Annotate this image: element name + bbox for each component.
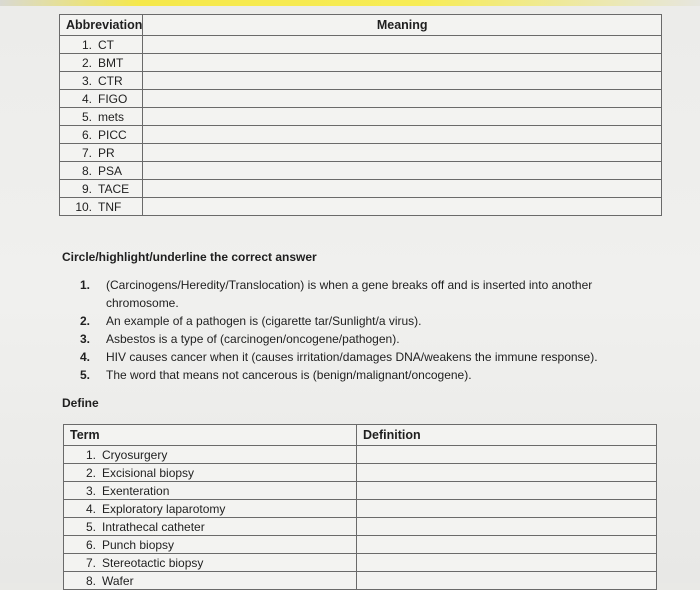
list-item: [80, 366, 645, 384]
meaning-cell[interactable]: [143, 180, 662, 198]
item-number: 6.: [85, 537, 96, 552]
definition-column-header: Definition: [357, 425, 657, 446]
item-number: 9.: [81, 181, 92, 196]
table-row: [60, 180, 662, 198]
meaning-cell[interactable]: [143, 162, 662, 180]
abbreviation-text: PSA: [98, 163, 123, 178]
question-text: The word that means not cancerous is (benign/malignant/oncogene).: [106, 368, 472, 382]
abbreviation-text: CTR: [98, 73, 123, 88]
meaning-cell[interactable]: [143, 108, 662, 126]
term-text: Punch biopsy: [102, 537, 175, 552]
abbreviation-cell: [60, 54, 143, 72]
term-text: Excisional biopsy: [102, 465, 195, 480]
abbreviation-text: TNF: [98, 199, 122, 214]
table-row: [60, 72, 662, 90]
term-cell: [64, 572, 357, 590]
table-row: [60, 162, 662, 180]
term-text: Intrathecal catheter: [102, 519, 205, 534]
definition-cell[interactable]: [357, 536, 657, 554]
item-number: 6.: [81, 127, 92, 142]
meaning-cell[interactable]: [143, 198, 662, 216]
term-text: Exploratory laparotomy: [102, 501, 226, 516]
table-row: [60, 198, 662, 216]
table-row: [64, 500, 657, 518]
list-item: [80, 312, 645, 330]
meaning-column-header: Meaning: [143, 15, 662, 36]
circle-section-heading: Circle/highlight/underline the correct answer: [62, 250, 317, 264]
table-row: [60, 126, 662, 144]
term-definition-table: [63, 424, 657, 590]
item-number: 2.: [81, 55, 92, 70]
meaning-cell[interactable]: [143, 90, 662, 108]
abbreviation-cell: [60, 180, 143, 198]
definition-cell[interactable]: [357, 572, 657, 590]
term-cell: [64, 464, 357, 482]
term-cell: [64, 446, 357, 464]
meaning-cell[interactable]: [143, 126, 662, 144]
question-number: 1.: [80, 278, 91, 292]
abbreviation-cell: [60, 72, 143, 90]
item-number: 3.: [81, 73, 92, 88]
item-number: 8.: [85, 573, 96, 588]
abbreviation-text: PR: [98, 145, 115, 160]
list-item: [80, 348, 645, 366]
table-row: [60, 54, 662, 72]
list-item: [80, 330, 645, 348]
abbreviation-cell: [60, 126, 143, 144]
table-row: [64, 536, 657, 554]
abbreviation-column-header: Abbreviation: [60, 15, 143, 36]
item-number: 4.: [81, 91, 92, 106]
question-number: 4.: [80, 350, 91, 364]
item-number: 10.: [75, 199, 92, 214]
question-text: Asbestos is a type of (carcinogen/oncogene/pathogen).: [106, 332, 400, 346]
question-list: [80, 276, 645, 384]
item-number: 1.: [85, 447, 96, 462]
question-text: An example of a pathogen is (cigarette tar/Sunlight/a virus).: [106, 314, 422, 328]
abbreviation-cell: [60, 108, 143, 126]
item-number: 5.: [85, 519, 96, 534]
term-cell: [64, 500, 357, 518]
table-row: [64, 572, 657, 590]
item-number: 8.: [81, 163, 92, 178]
abbreviation-text: mets: [98, 109, 125, 124]
table-row: [60, 144, 662, 162]
meaning-cell[interactable]: [143, 72, 662, 90]
table-row: [64, 482, 657, 500]
item-number: 1.: [81, 37, 92, 52]
define-section-heading: Define: [62, 396, 99, 410]
item-number: 4.: [85, 501, 96, 516]
term-table-header: [64, 425, 657, 446]
definition-cell[interactable]: [357, 518, 657, 536]
abbreviation-text: CT: [98, 37, 114, 52]
item-number: 2.: [85, 465, 96, 480]
list-item: [80, 276, 645, 312]
term-cell: [64, 518, 357, 536]
question-number: 3.: [80, 332, 91, 346]
term-cell: [64, 536, 357, 554]
question-text: (Carcinogens/Heredity/Translocation) is when a gene breaks off and is inserted into another chromosome.: [106, 278, 593, 310]
item-number: 3.: [85, 483, 96, 498]
table-row: [64, 518, 657, 536]
abbreviation-table: [59, 14, 662, 216]
table-row: [64, 446, 657, 464]
term-cell: [64, 554, 357, 572]
definition-cell[interactable]: [357, 482, 657, 500]
definition-cell[interactable]: [357, 554, 657, 572]
item-number: 5.: [81, 109, 92, 124]
abbreviation-cell: [60, 198, 143, 216]
term-text: Cryosurgery: [102, 447, 168, 462]
term-column-header: Term: [64, 425, 357, 446]
term-cell: [64, 482, 357, 500]
abbreviation-cell: [60, 90, 143, 108]
abbreviation-cell: [60, 162, 143, 180]
table-row: [60, 36, 662, 54]
item-number: 7.: [85, 555, 96, 570]
abbreviation-text: FIGO: [98, 91, 128, 106]
definition-cell[interactable]: [357, 500, 657, 518]
definition-cell[interactable]: [357, 446, 657, 464]
abbreviation-cell: [60, 144, 143, 162]
abbreviation-text: BMT: [98, 55, 124, 70]
worksheet-page: [0, 6, 700, 588]
definition-cell[interactable]: [357, 464, 657, 482]
meaning-cell[interactable]: [143, 36, 662, 54]
item-number: 7.: [81, 145, 92, 160]
meaning-cell[interactable]: [143, 54, 662, 72]
question-text: HIV causes cancer when it (causes irritation/damages DNA/weakens the immune response).: [106, 350, 598, 364]
question-number: 2.: [80, 314, 91, 328]
abbreviation-text: PICC: [98, 127, 127, 142]
abbreviation-text: TACE: [98, 181, 130, 196]
abbreviation-cell: [60, 36, 143, 54]
table-row: [60, 108, 662, 126]
term-text: Wafer: [102, 573, 134, 588]
abbreviation-table-header: [60, 15, 662, 36]
term-text: Exenteration: [102, 483, 170, 498]
term-text: Stereotactic biopsy: [102, 555, 204, 570]
table-row: [64, 464, 657, 482]
table-row: [60, 90, 662, 108]
table-row: [64, 554, 657, 572]
question-number: 5.: [80, 368, 91, 382]
meaning-cell[interactable]: [143, 144, 662, 162]
